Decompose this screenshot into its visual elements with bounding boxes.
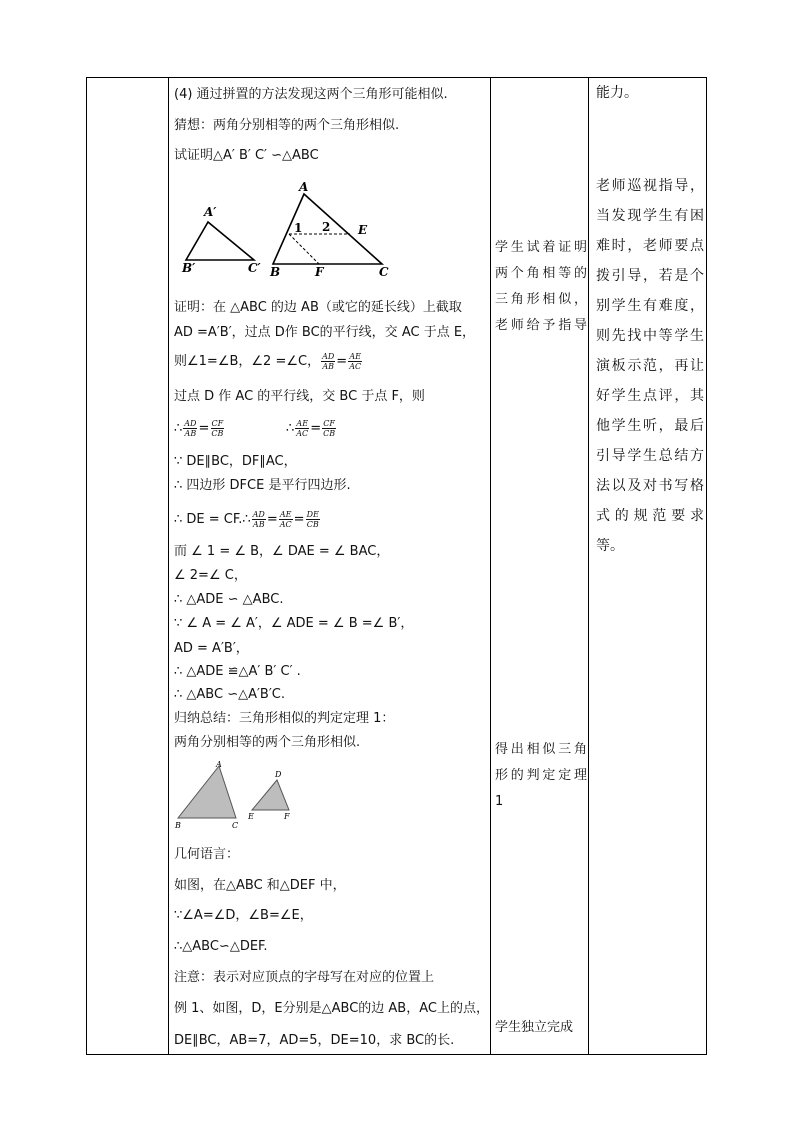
label-a: A (216, 760, 222, 769)
guidance-line: 好学生点评，其 (596, 388, 704, 404)
guidance-line: 当发现学生有困 (596, 208, 704, 224)
activity-line: 学生试着证明 (495, 240, 587, 255)
frac-den: CB (211, 429, 224, 438)
label-a-prime: A′ (204, 205, 217, 219)
guidance-line: 式 的 规 范 要 求 (596, 508, 704, 524)
teacher-guidance (596, 171, 704, 561)
equals: = (198, 421, 210, 436)
shaded-triangle-abc (178, 766, 236, 818)
proof-line-8 (174, 510, 321, 529)
frac-num: AD (184, 419, 197, 428)
therefore-sign: ∴ (174, 421, 183, 436)
proof-line-12: ∵ ∠ A = ∠ A′，∠ ADE = ∠ B =∠ B′， (174, 616, 414, 631)
frac-num: CF (323, 419, 335, 428)
label-angle-1: 1 (294, 221, 303, 235)
equals: = (310, 421, 322, 436)
try-text: 试证明△A′ B′ C′ ∽△ABC (174, 148, 319, 163)
table-bottom-border (86, 1054, 707, 1055)
label-b-prime: B′ (182, 261, 196, 275)
geo-line-1: 如图，在△ABC 和△DEF 中， (174, 878, 346, 893)
proof-line-5b (286, 419, 337, 438)
col-border-2 (168, 77, 169, 1055)
guidance-line: 引导学生总结方 (596, 448, 704, 464)
fraction-ad-ab-3 (252, 510, 266, 529)
proof-line-2: AD =A′B′，过点 D作 BC的平行线，交 AC 于点 E， (174, 325, 476, 340)
proof-line-1: 证明：在 △ABC 的边 AB（或它的延长线）上截取 (174, 300, 462, 315)
frac-den: CB (306, 520, 319, 529)
frac-num: AD (322, 352, 335, 361)
fraction-de-cb (306, 510, 320, 529)
guidance-line: 拨引导，若是个 (596, 268, 704, 284)
proof-line-10: ∠ 2=∠ C， (174, 568, 247, 583)
example-line-1: 例 1、如图，D，E分别是△ABC的边 AB，AC上的点， (174, 1001, 489, 1016)
fraction-ad-ab-2 (183, 419, 197, 438)
col-border-3 (490, 77, 491, 1055)
label-c: C (379, 265, 389, 279)
summary-text: 归纳总结：三角形相似的判定定理 1： (174, 711, 395, 726)
activity-line: 三角形相似， (495, 292, 587, 307)
guidance-line: 别学生有难度， (596, 298, 704, 314)
label-e: E (248, 812, 254, 821)
proof-line-4: 过点 D 作 AC 的平行线，交 BC 于点 F，则 (174, 389, 425, 404)
guess-text: 猜想：两角分别相等的两个三角形相似. (174, 118, 400, 133)
label-b: B (270, 265, 281, 279)
frac-den: AC (349, 362, 362, 371)
student-activity-2 (495, 737, 587, 815)
label-c-prime: C′ (248, 261, 261, 275)
guidance-line: 演板示范，再让 (596, 358, 704, 374)
teacher-note-top: 能力。 (596, 85, 638, 101)
col-border-1 (86, 77, 87, 1055)
fraction-ad-ab (321, 352, 335, 371)
geo-line-3: ∴△ABC∽△DEF. (174, 939, 268, 954)
shaded-triangle-def (252, 780, 289, 810)
equals: = (293, 512, 305, 527)
label-c: C (232, 821, 239, 830)
proof-line-8-text: ∴ DE = CF.∴ (174, 512, 251, 527)
frac-num: AE (279, 510, 292, 519)
small-triangle (186, 222, 254, 260)
label-angle-2: 2 (322, 220, 331, 234)
fraction-cf-cb (210, 419, 224, 438)
frac-den: AB (184, 429, 197, 438)
label-d: D (275, 770, 282, 779)
proof-line-11: ∴ △ADE ∽ △ABC. (174, 592, 284, 607)
frac-den: AC (296, 429, 309, 438)
frac-den: CB (323, 429, 336, 438)
frac-num: CF (211, 419, 224, 428)
activity-line: 老师给予指导 (495, 318, 587, 333)
frac-den: AC (279, 520, 292, 529)
note-text: 注意：表示对应顶点的字母写在对应的位置上 (174, 970, 435, 985)
step4-text: (4) 通过拼置的方法发现这两个三角形可能相似. (174, 87, 448, 102)
col-border-4 (588, 77, 589, 1055)
label-a: A (299, 180, 309, 194)
guidance-line: 难时，老师要点 (596, 238, 704, 254)
frac-den: AB (252, 520, 265, 529)
frac-num: DE (306, 510, 319, 519)
proof-line-9: 而 ∠ 1 = ∠ B，∠ DAE = ∠ BAC， (174, 544, 390, 559)
proof-line-14: ∴ △ADE ≌△A′ B′ C′ . (174, 664, 301, 679)
proof-line-13: AD = A′B′， (174, 641, 249, 656)
col-border-5 (706, 77, 707, 1055)
df-dashed-line (289, 234, 319, 264)
activity-line: 形的判定定理 (495, 768, 587, 783)
label-e: E (358, 223, 368, 237)
proof-line-7: ∴ 四边形 DFCE 是平行四边形. (174, 478, 351, 493)
frac-num: AE (296, 419, 309, 428)
fraction-cf-cb-2 (322, 419, 336, 438)
guidance-line: 老师巡视指导， (596, 178, 704, 194)
guidance-line: 法以及对书写格 (596, 478, 704, 494)
geo-line-2: ∵∠A=∠D，∠B=∠E， (174, 908, 313, 923)
activity-line: 得出相似三角 (495, 742, 587, 757)
proof-line-3-text: 则∠1=∠B，∠2 =∠C， (174, 354, 321, 369)
triangles-figure-2 (174, 758, 294, 832)
proof-line-6: ∵ DE∥BC，DF∥AC， (174, 454, 297, 469)
frac-num: AD (252, 510, 265, 519)
label-f: F (315, 265, 324, 279)
student-activity-1 (495, 235, 587, 339)
frac-den: AB (322, 362, 334, 371)
fraction-ae-ac-3 (279, 510, 293, 529)
geo-lang-heading: 几何语言： (174, 847, 240, 862)
guidance-line: 他学生听，最后 (596, 418, 704, 434)
label-b: B (175, 821, 181, 830)
therefore-sign: ∴ (286, 421, 295, 436)
example-line-2: DE∥BC，AB=7，AD=5，DE=10，求 BC的长. (174, 1033, 455, 1048)
fraction-ae-ac-2 (295, 419, 309, 438)
label-f: F (284, 812, 290, 821)
fraction-ae-ac (348, 352, 362, 371)
activity-line: 1 (495, 794, 504, 809)
frac-num: AE (349, 352, 361, 361)
equals: = (336, 354, 348, 369)
proof-line-5a (174, 419, 225, 438)
proof-line-15: ∴ △ABC ∽△A′B′C. (174, 687, 286, 702)
guidance-line: 则先找中等学生 (596, 328, 704, 344)
theorem-text: 两角分别相等的两个三角形相似. (174, 735, 361, 750)
triangles-figure-1 (176, 178, 398, 280)
equals: = (266, 512, 278, 527)
student-activity-3: 学生独立完成 (495, 1020, 574, 1035)
guidance-line: 等。 (596, 538, 624, 554)
proof-line-3 (174, 352, 363, 371)
activity-line: 两个角相等的 (495, 266, 587, 281)
